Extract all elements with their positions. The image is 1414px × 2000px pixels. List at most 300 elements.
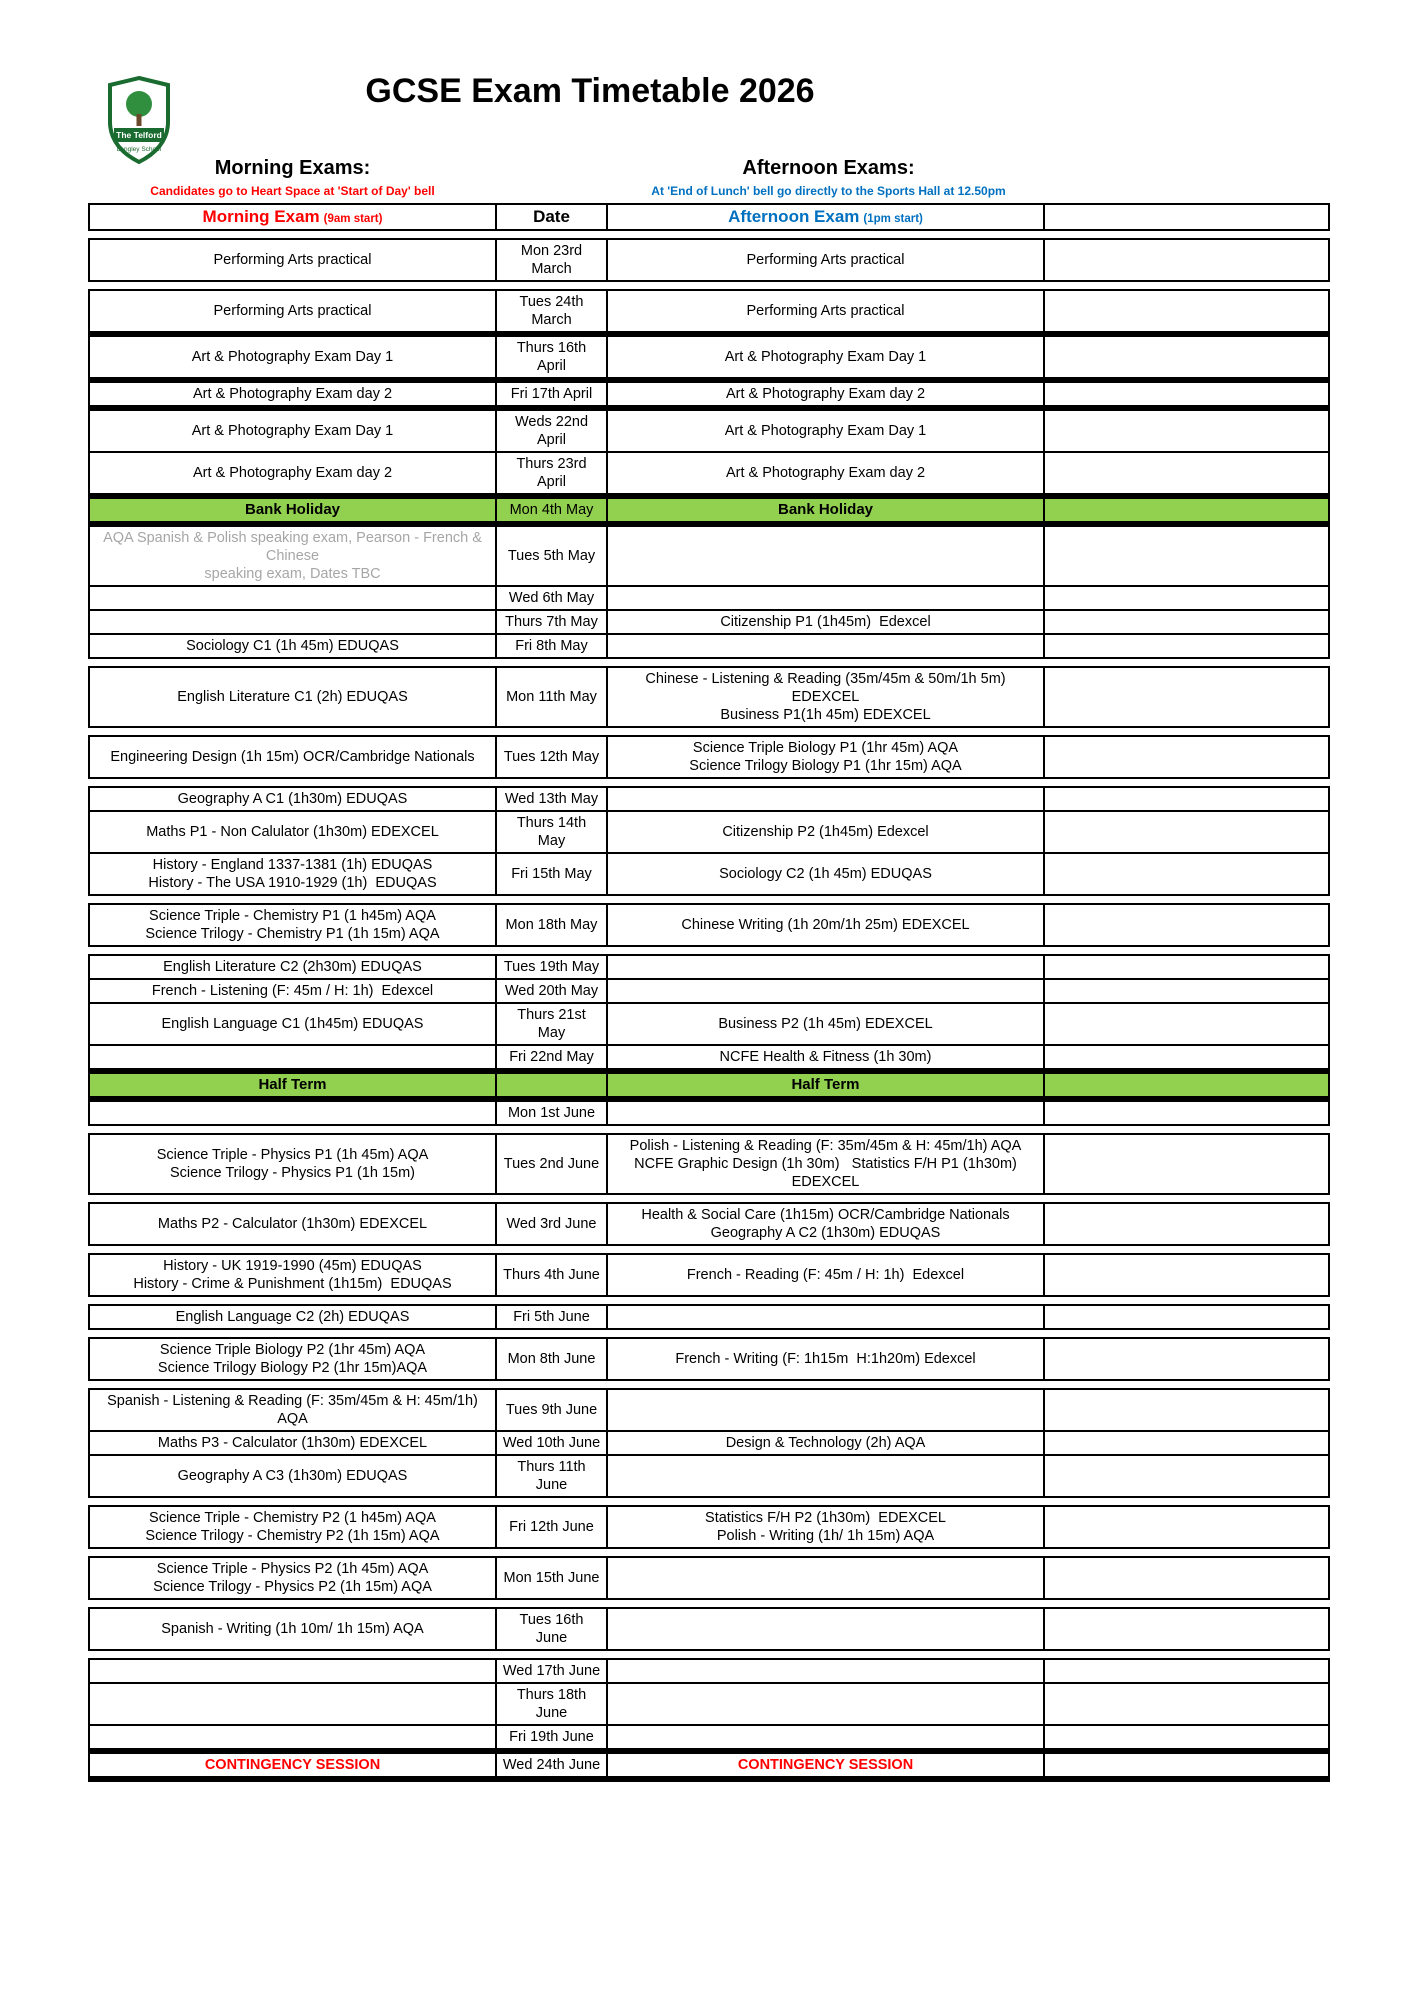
- morning-exam-cell-text: Maths P3 - Calculator (1h30m) EDEXCEL: [157, 1435, 428, 1451]
- afternoon-exam-cell: [608, 499, 1045, 521]
- filler-cell: [1045, 905, 1328, 945]
- afternoon-exam-cell-text: Half Term: [791, 1076, 860, 1093]
- morning-exam-cell-text: CONTINGENCY SESSION: [204, 1757, 381, 1773]
- afternoon-exam-cell: [608, 383, 1045, 405]
- morning-exam-cell: [90, 1456, 495, 1496]
- afternoon-exam-cell-text: Science Triple Biology P1 (1hr 45m) AQA: [692, 740, 959, 756]
- exam-row: [88, 525, 1330, 587]
- afternoon-exams-section-heading: [610, 157, 1047, 198]
- afternoon-exam-cell: [608, 737, 1045, 777]
- morning-exam-cell-text: Maths P2 - Calculator (1h30m) EDEXCEL: [157, 1216, 428, 1232]
- morning-exam-cell-text: English Literature C1 (2h) EDUQAS: [177, 689, 408, 705]
- date-cell-text: Tues 12th May: [503, 749, 600, 765]
- exam-row: [88, 1202, 1330, 1246]
- filler-cell: [1045, 1609, 1328, 1649]
- filler-cell: [1045, 587, 1328, 609]
- holiday-row: [88, 497, 1330, 523]
- morning-exam-cell: [90, 240, 495, 280]
- afternoon-exam-cell-text: Art & Photography Exam day 2: [725, 386, 926, 402]
- afternoon-exam-cell: [608, 668, 1045, 726]
- afternoon-exam-header-sub: (1pm start): [863, 213, 923, 225]
- date-cell: [495, 1204, 608, 1244]
- morning-exam-cell-text: Performing Arts practical: [213, 252, 372, 268]
- date-cell-text: Fri 22nd May: [509, 1049, 594, 1065]
- afternoon-exam-cell: [608, 611, 1045, 633]
- thick-separator: [88, 493, 1330, 499]
- date-cell-text: Tues 2nd June: [503, 1156, 600, 1172]
- afternoon-exam-cell-text: Bank Holiday: [777, 501, 874, 518]
- afternoon-exam-cell-text: Statistics F/H P2 (1h30m) EDEXCEL: [705, 1510, 946, 1526]
- date-cell: [495, 453, 608, 493]
- afternoon-exam-cell: [608, 411, 1045, 451]
- exam-row: [88, 409, 1330, 453]
- filler-cell: [1045, 1046, 1328, 1068]
- date-cell: [495, 1507, 608, 1547]
- afternoon-exam-cell: [608, 1135, 1045, 1193]
- contingency-row: [88, 1752, 1330, 1778]
- afternoon-exam-cell-text: Geography A C2 (1h30m) EDUQAS: [710, 1225, 941, 1241]
- morning-exam-cell: [90, 1684, 495, 1724]
- filler-cell: [1045, 980, 1328, 1002]
- morning-exam-cell-text: Science Triple - Chemistry P2 (1 h45m) AQA: [149, 1510, 436, 1526]
- morning-exam-cell-text: Art & Photography Exam Day 1: [191, 423, 394, 439]
- date-cell-text: Tues 19th May: [503, 959, 600, 975]
- morning-exam-cell-text: Science Trilogy Biology P2 (1hr 15m)AQA: [157, 1360, 428, 1376]
- morning-exam-cell: [90, 635, 495, 657]
- filler-cell: [1045, 1558, 1328, 1598]
- afternoon-exam-cell-text: Chinese Writing (1h 20m/1h 25m) EDEXCEL: [681, 917, 970, 933]
- date-cell: [495, 980, 608, 1002]
- exam-row: [88, 1607, 1330, 1651]
- date-cell-text: Thurs 4th June: [503, 1267, 600, 1283]
- morning-exam-cell: [90, 1507, 495, 1547]
- filler-cell: [1045, 1339, 1328, 1379]
- afternoon-exam-cell-text: Design & Technology (2h) AQA: [725, 1435, 926, 1451]
- afternoon-exam-cell: [608, 1102, 1045, 1124]
- date-cell: [495, 668, 608, 726]
- morning-exam-cell: [90, 1660, 495, 1682]
- afternoon-exam-cell: [608, 1507, 1045, 1547]
- filler-cell: [1045, 611, 1328, 633]
- filler-cell: [1045, 1306, 1328, 1328]
- date-cell: [495, 788, 608, 810]
- afternoon-exam-cell: [608, 1004, 1045, 1044]
- afternoon-exam-cell: [608, 980, 1045, 1002]
- afternoon-exam-cell: [608, 1074, 1045, 1096]
- morning-exam-cell: [90, 812, 495, 852]
- morning-exam-cell-text: Spanish - Writing (1h 10m/ 1h 15m) AQA: [161, 1621, 424, 1637]
- page-title: GCSE Exam Timetable 2026: [365, 72, 815, 110]
- afternoon-exam-cell-text: Business P1(1h 45m) EDEXCEL: [720, 707, 931, 723]
- holiday-row: [88, 1072, 1330, 1098]
- thick-separator: [88, 1096, 1330, 1102]
- filler-cell: [1045, 499, 1328, 521]
- morning-exam-cell: [90, 383, 495, 405]
- morning-exam-cell-text: Art & Photography Exam day 2: [192, 386, 393, 402]
- filler-cell: [1045, 240, 1328, 280]
- date-cell-text: Wed 20th May: [504, 983, 599, 999]
- exam-row: [88, 1658, 1330, 1684]
- exam-row: [88, 1133, 1330, 1195]
- filler-cell: [1045, 1102, 1328, 1124]
- afternoon-exam-cell: [608, 240, 1045, 280]
- date-cell-text: Thurs 11th June: [517, 1459, 590, 1493]
- morning-exam-cell: [90, 587, 495, 609]
- afternoon-exam-header-label: Afternoon Exam: [728, 207, 860, 226]
- thick-separator: [88, 331, 1330, 337]
- morning-exam-cell-text: Spanish - Listening & Reading (F: 35m/45m & H: 45m/1h) AQA: [107, 1393, 482, 1427]
- thick-separator: [88, 1776, 1330, 1782]
- date-cell: [495, 240, 608, 280]
- filler-cell: [1045, 1135, 1328, 1193]
- date-cell: [495, 854, 608, 894]
- date-cell-text: Mon 23rd March: [520, 243, 587, 277]
- date-cell-text: Mon 18th May: [505, 917, 598, 933]
- thick-separator: [88, 521, 1330, 527]
- afternoon-exam-cell-text: Citizenship P2 (1h45m) Edexcel: [722, 824, 929, 840]
- filler-cell: [1045, 383, 1328, 405]
- filler-cell: [1045, 737, 1328, 777]
- afternoon-exam-cell: [608, 788, 1045, 810]
- date-cell-text: Weds 22nd April: [514, 414, 592, 448]
- exam-timetable: [88, 203, 1330, 1780]
- date-header-cell: [495, 205, 608, 229]
- afternoon-exam-cell: [608, 1204, 1045, 1244]
- morning-exam-cell: [90, 1074, 495, 1096]
- date-cell: [495, 1135, 608, 1193]
- date-cell: [495, 1102, 608, 1124]
- date-cell-text: Tues 24th March: [519, 294, 588, 328]
- exam-row: [88, 852, 1330, 896]
- filler-cell: [1045, 1726, 1328, 1748]
- afternoon-exam-cell: [608, 453, 1045, 493]
- morning-exam-cell-text: Science Triple - Physics P2 (1h 45m) AQA: [156, 1561, 429, 1577]
- date-cell: [495, 1726, 608, 1748]
- morning-exam-cell: [90, 905, 495, 945]
- date-cell: [495, 383, 608, 405]
- exam-row: [88, 1304, 1330, 1330]
- afternoon-exam-cell-text: Chinese - Listening & Reading (35m/45m & 50m/1h 5m) EDEXCEL: [645, 671, 1010, 705]
- date-cell: [495, 1684, 608, 1724]
- date-cell: [495, 956, 608, 978]
- afternoon-exam-cell: [608, 635, 1045, 657]
- morning-exam-header-label: Morning Exam: [202, 207, 320, 226]
- timetable-rows: [88, 238, 1330, 1782]
- morning-exam-cell-text: Geography A C3 (1h30m) EDUQAS: [177, 1468, 408, 1484]
- morning-exam-cell-text: English Literature C2 (2h30m) EDUQAS: [163, 959, 422, 975]
- exam-row: [88, 1337, 1330, 1381]
- filler-cell: [1045, 635, 1328, 657]
- filler-cell: [1045, 1004, 1328, 1044]
- filler-cell: [1045, 1255, 1328, 1295]
- filler-cell: [1045, 1754, 1328, 1776]
- afternoon-exam-cell: [608, 854, 1045, 894]
- morning-exam-cell-text: History - The USA 1910-1929 (1h) EDUQAS: [148, 875, 437, 891]
- morning-exams-note: Candidates go to Heart Space at 'Start of Day' bell: [150, 184, 435, 198]
- exam-row: [88, 903, 1330, 947]
- morning-exam-cell: [90, 1339, 495, 1379]
- filler-cell: [1045, 291, 1328, 331]
- morning-exam-cell: [90, 1135, 495, 1193]
- filler-cell: [1045, 1432, 1328, 1454]
- date-cell-text: Thurs 16th April: [516, 340, 590, 374]
- morning-exam-cell-text: English Language C1 (1h45m) EDUQAS: [161, 1016, 424, 1032]
- morning-exam-cell-text: Science Trilogy - Physics P2 (1h 15m) AQA: [153, 1579, 432, 1595]
- date-cell-text: Wed 3rd June: [506, 1216, 597, 1232]
- afternoon-exam-cell: [608, 1609, 1045, 1649]
- morning-exam-cell: [90, 854, 495, 894]
- date-cell-text: Thurs 21st May: [517, 1007, 590, 1041]
- date-cell-text: Fri 15th May: [511, 866, 592, 882]
- exam-row: [88, 609, 1330, 635]
- exam-row: [88, 810, 1330, 854]
- date-cell: [495, 527, 608, 585]
- morning-exam-cell: [90, 1046, 495, 1068]
- morning-exam-cell: [90, 980, 495, 1002]
- morning-exam-cell: [90, 1004, 495, 1044]
- morning-exams-title: Morning Exams:: [214, 157, 371, 179]
- filler-cell: [1045, 1684, 1328, 1724]
- afternoon-exam-cell: [608, 1660, 1045, 1682]
- date-cell: [495, 337, 608, 377]
- afternoon-exams-note: At 'End of Lunch' bell go directly to the Sports Hall at 12.50pm: [651, 184, 1006, 198]
- morning-exam-cell: [90, 1726, 495, 1748]
- timetable-header-row: [88, 203, 1330, 231]
- filler-cell: [1045, 788, 1328, 810]
- morning-exam-cell: [90, 291, 495, 331]
- afternoon-exam-cell-text: Art & Photography Exam day 2: [725, 465, 926, 481]
- afternoon-exam-cell-text: CONTINGENCY SESSION: [737, 1757, 914, 1773]
- date-cell-text: Wed 17th June: [502, 1663, 601, 1679]
- afternoon-exam-cell-text: Art & Photography Exam Day 1: [724, 349, 927, 365]
- afternoon-exam-cell: [608, 1339, 1045, 1379]
- morning-exam-cell: [90, 788, 495, 810]
- morning-exam-cell: [90, 1558, 495, 1598]
- date-cell-text: Mon 15th June: [503, 1570, 600, 1586]
- exam-row: [88, 451, 1330, 495]
- afternoon-exam-cell: [608, 1390, 1045, 1430]
- filler-cell: [1045, 956, 1328, 978]
- morning-exam-cell-text: Geography A C1 (1h30m) EDUQAS: [177, 791, 408, 807]
- date-cell: [495, 1432, 608, 1454]
- morning-exam-cell: [90, 611, 495, 633]
- filler-cell: [1045, 1507, 1328, 1547]
- morning-exam-cell-text: AQA Spanish & Polish speaking exam, Pearson - French & Chinese: [103, 530, 486, 564]
- afternoon-exam-cell-text: NCFE Health & Fitness (1h 30m): [719, 1049, 932, 1065]
- date-cell: [495, 1660, 608, 1682]
- exam-row: [88, 335, 1330, 379]
- morning-exam-cell: [90, 737, 495, 777]
- filler-cell: [1045, 1390, 1328, 1430]
- exam-row: [88, 1430, 1330, 1456]
- filler-header-cell: [1045, 205, 1328, 229]
- morning-exam-cell: [90, 956, 495, 978]
- exam-row: [88, 978, 1330, 1004]
- filler-cell: [1045, 668, 1328, 726]
- afternoon-exam-cell: [608, 291, 1045, 331]
- afternoon-exam-cell: [608, 1754, 1045, 1776]
- date-cell: [495, 1609, 608, 1649]
- afternoon-exam-cell-text: Science Trilogy Biology P1 (1hr 15m) AQA: [689, 758, 962, 774]
- date-cell: [495, 1074, 608, 1096]
- date-cell-text: Wed 10th June: [502, 1435, 601, 1451]
- date-cell-text: Tues 9th June: [505, 1402, 598, 1418]
- morning-exam-cell: [90, 1204, 495, 1244]
- morning-exam-cell: [90, 337, 495, 377]
- afternoon-exam-header-cell: [608, 205, 1045, 229]
- date-cell: [495, 905, 608, 945]
- exam-row: [88, 289, 1330, 333]
- date-cell-text: Mon 4th May: [509, 502, 594, 518]
- morning-exam-cell-text: Performing Arts practical: [213, 303, 372, 319]
- date-cell-text: Mon 8th June: [507, 1351, 596, 1367]
- morning-exam-cell-text: History - England 1337-1381 (1h) EDUQAS: [152, 857, 433, 873]
- afternoon-exam-cell: [608, 1046, 1045, 1068]
- exam-row: [88, 585, 1330, 611]
- exam-row: [88, 1388, 1330, 1432]
- date-cell-text: Fri 19th June: [509, 1729, 594, 1745]
- date-cell: [495, 291, 608, 331]
- exam-row: [88, 1002, 1330, 1046]
- date-cell-text: Fri 5th June: [513, 1309, 590, 1325]
- morning-exam-cell-text: Maths P1 - Non Calulator (1h30m) EDEXCEL: [146, 824, 439, 840]
- filler-cell: [1045, 453, 1328, 493]
- afternoon-exam-cell: [608, 956, 1045, 978]
- afternoon-exam-cell: [608, 527, 1045, 585]
- morning-exam-cell: [90, 453, 495, 493]
- morning-exam-cell-text: History - Crime & Punishment (1h15m) EDUQAS: [133, 1276, 452, 1292]
- morning-exam-cell-text: French - Listening (F: 45m / H: 1h) Edexcel: [151, 983, 434, 999]
- afternoon-exam-cell-text: Performing Arts practical: [746, 303, 905, 319]
- exam-row: [88, 1505, 1330, 1549]
- afternoon-exam-cell-text: Sociology C2 (1h 45m) EDUQAS: [719, 866, 932, 882]
- morning-exam-cell-text: English Language C2 (2h) EDUQAS: [175, 1309, 410, 1325]
- date-cell-text: Tues 16th June: [519, 1612, 588, 1646]
- filler-cell: [1045, 337, 1328, 377]
- morning-exam-header-cell: [90, 205, 495, 229]
- filler-cell: [1045, 411, 1328, 451]
- morning-exam-cell-text: Half Term: [258, 1076, 327, 1093]
- afternoon-exam-cell-text: Polish - Writing (1h/ 1h 15m) AQA: [716, 1528, 935, 1544]
- date-cell-text: Fri 12th June: [509, 1519, 594, 1535]
- morning-exam-cell-text: Sociology C1 (1h 45m) EDUQAS: [186, 638, 399, 654]
- thick-separator: [88, 1748, 1330, 1754]
- date-cell: [495, 587, 608, 609]
- afternoon-exam-cell: [608, 1306, 1045, 1328]
- thick-separator: [88, 1068, 1330, 1074]
- exam-row: [88, 954, 1330, 980]
- afternoon-exam-cell-text: Performing Arts practical: [746, 252, 905, 268]
- morning-exam-cell: [90, 1754, 495, 1776]
- morning-exam-cell: [90, 668, 495, 726]
- date-cell: [495, 1339, 608, 1379]
- date-cell: [495, 635, 608, 657]
- date-cell: [495, 499, 608, 521]
- afternoon-exam-cell: [608, 812, 1045, 852]
- date-cell-text: Mon 11th May: [506, 689, 597, 705]
- afternoon-exam-cell: [608, 1255, 1045, 1295]
- exam-row: [88, 633, 1330, 659]
- morning-exam-cell-text: Art & Photography Exam Day 1: [191, 349, 394, 365]
- date-cell: [495, 611, 608, 633]
- afternoon-exam-cell-text: French - Reading (F: 45m / H: 1h) Edexcel: [686, 1267, 965, 1283]
- date-cell-text: Wed 13th May: [504, 791, 599, 807]
- thick-separator: [88, 405, 1330, 411]
- logo-line1: The Telford: [116, 130, 162, 140]
- afternoon-exam-cell: [608, 1456, 1045, 1496]
- afternoon-exam-cell: [608, 1684, 1045, 1724]
- date-cell: [495, 411, 608, 451]
- morning-exam-cell-text: Science Trilogy - Chemistry P2 (1h 15m) AQA: [145, 1528, 440, 1544]
- date-cell-text: Thurs 23rd April: [516, 456, 590, 490]
- morning-exams-section-heading: [88, 157, 497, 198]
- date-cell: [495, 812, 608, 852]
- date-cell-text: Tues 5th May: [507, 548, 596, 564]
- afternoon-exam-cell-text: Citizenship P1 (1h45m) Edexcel: [720, 614, 931, 630]
- morning-exam-cell: [90, 1432, 495, 1454]
- filler-cell: [1045, 1204, 1328, 1244]
- thick-separator: [88, 377, 1330, 383]
- filler-cell: [1045, 1660, 1328, 1682]
- date-cell: [495, 1046, 608, 1068]
- date-cell: [495, 1754, 608, 1776]
- date-cell: [495, 1456, 608, 1496]
- morning-exam-header-sub: (9am start): [323, 213, 383, 225]
- date-cell-text: Wed 24th June: [502, 1757, 601, 1773]
- afternoon-exam-cell-text: Business P2 (1h 45m) EDEXCEL: [718, 1016, 933, 1032]
- morning-exam-cell-text: speaking exam, Dates TBC: [204, 566, 381, 582]
- afternoon-exam-cell-text: Polish - Listening & Reading (F: 35m/45m & H: 45m/1h) AQA: [629, 1138, 1022, 1154]
- exam-row: [88, 238, 1330, 282]
- date-cell-text: Mon 1st June: [507, 1105, 596, 1121]
- date-cell: [495, 737, 608, 777]
- afternoon-exams-title: Afternoon Exams:: [742, 157, 915, 179]
- date-header-label: Date: [533, 207, 570, 226]
- exam-row: [88, 1682, 1330, 1726]
- date-cell: [495, 1306, 608, 1328]
- exam-row: [88, 381, 1330, 407]
- morning-exam-cell: [90, 1255, 495, 1295]
- morning-exam-cell-text: History - UK 1919-1990 (45m) EDUQAS: [163, 1258, 422, 1274]
- morning-exam-cell: [90, 1306, 495, 1328]
- date-cell-text: Fri 17th April: [510, 386, 593, 402]
- exam-row: [88, 1454, 1330, 1498]
- exam-row: [88, 1253, 1330, 1297]
- morning-exam-cell-text: Science Triple - Chemistry P1 (1 h45m) AQA: [149, 908, 436, 924]
- filler-cell: [1045, 812, 1328, 852]
- morning-exam-cell-text: Bank Holiday: [244, 501, 341, 518]
- date-cell-text: Wed 6th May: [508, 590, 595, 606]
- logo-line2: Langley School: [116, 146, 162, 153]
- date-cell: [495, 1558, 608, 1598]
- filler-cell: [1045, 854, 1328, 894]
- date-cell-text: Thurs 18th June: [516, 1687, 591, 1721]
- afternoon-exam-cell-text: Art & Photography Exam Day 1: [724, 423, 927, 439]
- date-cell-text: Thurs 7th May: [505, 614, 598, 630]
- afternoon-exam-cell-text: Health & Social Care (1h15m) OCR/Cambridge Nationals: [641, 1207, 1010, 1223]
- morning-exam-cell-text: Engineering Design (1h 15m) OCR/Cambridge Nationals: [110, 749, 475, 765]
- afternoon-exam-cell: [608, 337, 1045, 377]
- morning-exam-cell-text: Science Triple Biology P2 (1hr 45m) AQA: [159, 1342, 426, 1358]
- afternoon-exam-cell: [608, 1726, 1045, 1748]
- filler-cell: [1045, 1456, 1328, 1496]
- afternoon-exam-cell-text: French - Writing (F: 1h15m H:1h20m) Edexcel: [675, 1351, 976, 1367]
- exam-row: [88, 1100, 1330, 1126]
- exam-row: [88, 1044, 1330, 1070]
- morning-exam-cell: [90, 1609, 495, 1649]
- date-cell: [495, 1390, 608, 1430]
- exam-row: [88, 666, 1330, 728]
